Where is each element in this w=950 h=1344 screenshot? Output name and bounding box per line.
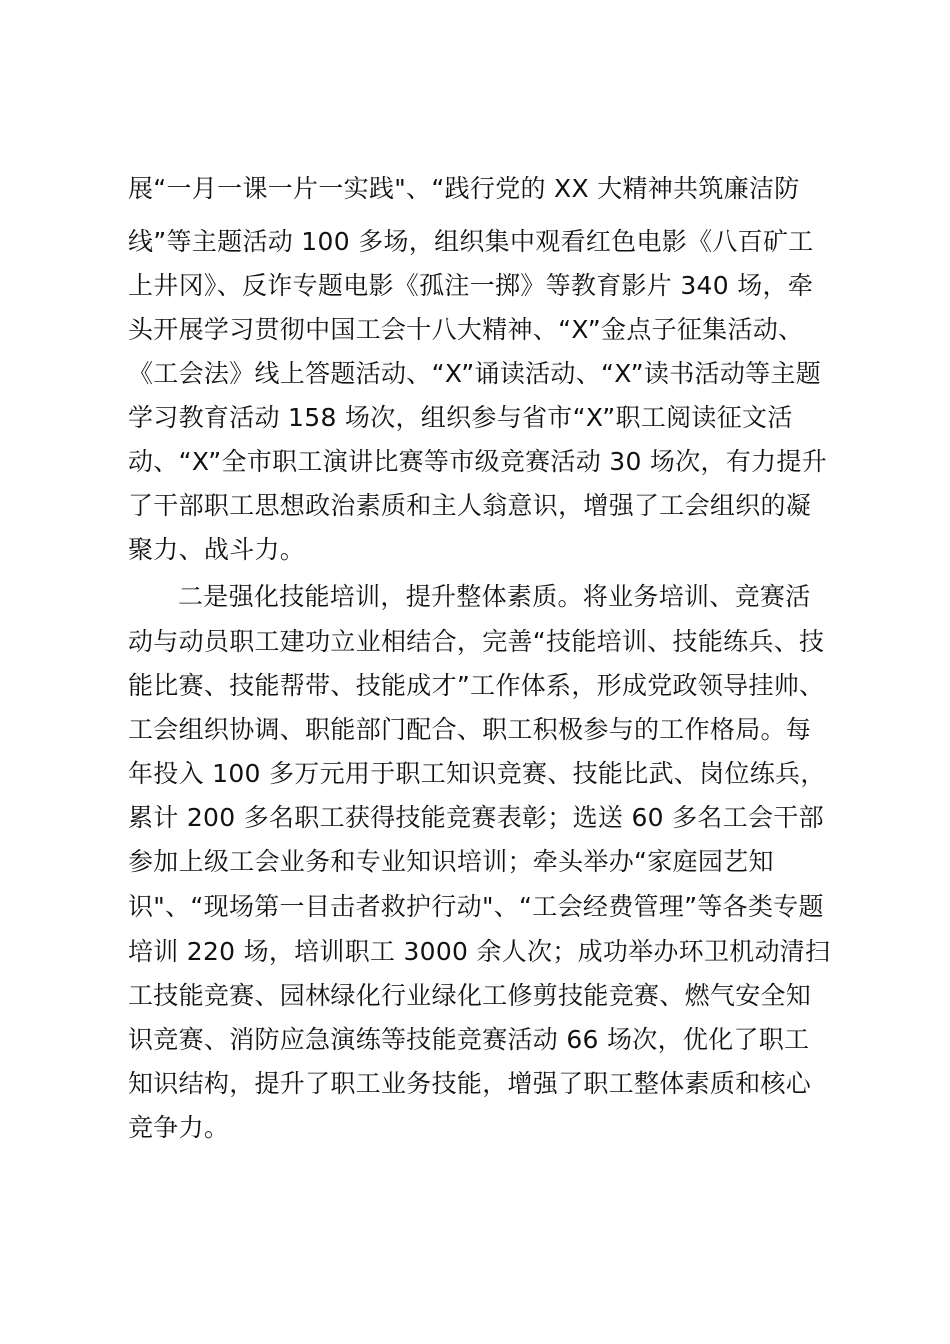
body-text-line: 动、“X”全市职工演讲比赛等市级竞赛活动 30 场次，有力提升 <box>128 447 828 476</box>
body-text-line: 识"、“现场第一目击者救护行动"、“工会经费管理”等各类专题 <box>128 892 824 921</box>
body-text-line: 学习教育活动 158 场次，组织参与省市“X”职工阅读征文活 <box>128 403 793 432</box>
body-text-line: 了干部职工思想政治素质和主人翁意识，增强了工会组织的凝 <box>128 491 812 520</box>
body-text-line: 《工会法》线上答题活动、“X”诵读活动、“X”读书活动等主题 <box>128 359 822 388</box>
body-text-line: 展“一月一课一片一实践"、“践行党的 XX 大精神共筑廉洁防 <box>128 174 800 203</box>
body-text-line: 聚力、战斗力。 <box>128 535 306 564</box>
body-text-line: 培训 220 场，培训职工 3000 余人次；成功举办环卫机动清扫 <box>128 937 831 966</box>
body-text-line: 线”等主题活动 100 多场，组织集中观看红色电影《八百矿工 <box>128 227 814 256</box>
body-text-line: 累计 200 多名职工获得技能竞赛表彰；选送 60 多名工会干部 <box>128 803 824 832</box>
body-text-line: 动与动员职工建功立业相结合，完善“技能培训、技能练兵、技 <box>128 627 825 656</box>
body-text-line: 年投入 100 多万元用于职工知识竞赛、技能比武、岗位练兵， <box>128 759 826 788</box>
body-text-line: 头开展学习贯彻中国工会十八大精神、“X”金点子征集活动、 <box>128 315 804 344</box>
body-text-line: 工会组织协调、职能部门配合、职工积极参与的工作格局。每 <box>128 715 812 744</box>
paragraph-first-line: 二是强化技能培训，提升整体素质。将业务培训、竞赛活 <box>178 582 811 611</box>
body-text-line: 工技能竞赛、园林绿化行业绿化工修剪技能竞赛、燃气安全知 <box>128 981 812 1010</box>
body-text-line: 识竞赛、消防应急演练等技能竞赛活动 66 场次，优化了职工 <box>128 1025 810 1054</box>
body-text-line: 知识结构，提升了职工业务技能，增强了职工整体素质和核心 <box>128 1069 812 1098</box>
body-text-line: 能比赛、技能帮带、技能成才”工作体系，形成党政领导挂帅、 <box>128 671 825 700</box>
body-text-line: 上井冈》、反诈专题电影《孤注一掷》等教育影片 340 场，牵 <box>128 271 814 300</box>
body-text-line: 竞争力。 <box>128 1113 230 1142</box>
body-text-line: 参加上级工会业务和专业知识培训；牵头举办“家庭园艺知 <box>128 847 774 876</box>
